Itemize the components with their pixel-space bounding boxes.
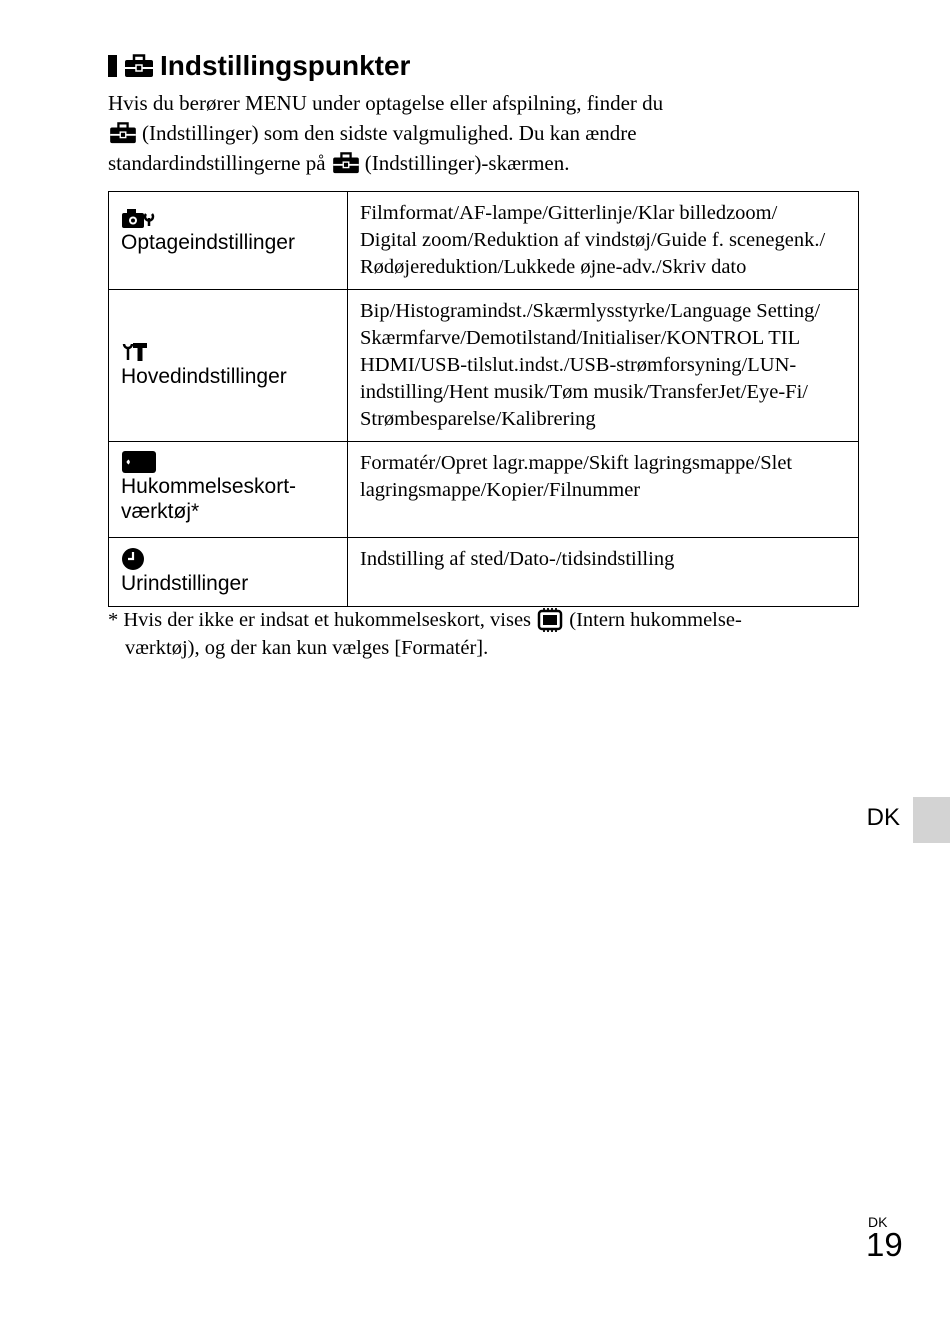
intro-line: Hvis du berører MENU under optagelse eller afspilning, finder du bbox=[108, 91, 664, 115]
category-cell bbox=[109, 538, 348, 607]
toolbox-icon bbox=[124, 54, 154, 78]
settings-table bbox=[108, 191, 859, 607]
page-title: Indstillingspunkter bbox=[160, 50, 411, 81]
item-line: indstilling/Hent musik/Tøm musik/TransferJet/Eye-Fi/ bbox=[360, 381, 808, 403]
category-cell bbox=[109, 192, 348, 290]
toolbox-icon bbox=[331, 152, 361, 174]
item-line: Indstilling af sted/Dato-/tidsindstilling bbox=[360, 548, 675, 570]
category-cell bbox=[109, 290, 348, 442]
language-tab bbox=[913, 797, 950, 843]
item-line: Digital zoom/Reduktion af vindstøj/Guide f. scenegenk./ bbox=[360, 229, 826, 251]
category-cell bbox=[109, 442, 348, 538]
page-language: DK bbox=[868, 1214, 888, 1230]
item-line: lagringsmappe/Kopier/Filnummer bbox=[360, 479, 641, 501]
item-line: HDMI/USB-tilslut.indst./USB-strømforsyning/LUN- bbox=[360, 354, 797, 376]
item-line: Filmformat/AF-lampe/Gitterlinje/Klar billedzoom/ bbox=[360, 202, 778, 224]
table-row bbox=[109, 442, 859, 538]
heading-marker bbox=[108, 55, 117, 77]
items-cell bbox=[348, 192, 859, 290]
clock-icon bbox=[121, 547, 147, 571]
items-cell bbox=[348, 442, 859, 538]
item-line: Strømbesparelse/Kalibrering bbox=[360, 408, 596, 430]
language-tab-label: DK bbox=[866, 804, 900, 831]
item-line: Bip/Histogramindst./Skærmlysstyrke/Language Setting/ bbox=[360, 300, 821, 322]
category-label: Urindstillinger bbox=[121, 572, 249, 595]
category-label: Hukommelseskort- bbox=[121, 475, 297, 498]
intro-text: (Indstillinger)-skærmen. bbox=[364, 151, 570, 175]
memory-card-icon bbox=[121, 450, 157, 474]
toolbox-icon bbox=[108, 122, 138, 144]
items-cell bbox=[348, 290, 859, 442]
intro-paragraph bbox=[108, 88, 808, 178]
items-cell bbox=[348, 538, 859, 607]
footnote bbox=[108, 606, 848, 662]
section-heading bbox=[108, 46, 410, 86]
item-line: Formatér/Opret lagr.mappe/Skift lagringsmappe/Slet bbox=[360, 452, 793, 474]
table-row bbox=[109, 192, 859, 290]
footnote-line bbox=[108, 606, 848, 634]
category-label: værktøj* bbox=[121, 500, 200, 523]
item-line: Rødøjereduktion/Lukkede øjne-adv./Skriv dato bbox=[360, 256, 747, 278]
intro-line bbox=[108, 118, 808, 148]
camera-settings-icon bbox=[121, 206, 155, 230]
table-row bbox=[109, 290, 859, 442]
internal-memory-icon bbox=[536, 607, 564, 633]
page-number: 19 bbox=[866, 1226, 903, 1263]
wrench-tools-icon bbox=[121, 340, 151, 364]
footnote-text: * Hvis der ikke er indsat et hukommelseskort, vises bbox=[108, 609, 532, 631]
item-line: Skærmfarve/Demotilstand/Initialiser/KONTROL TIL bbox=[360, 327, 801, 349]
category-label: Optageindstillinger bbox=[121, 231, 295, 254]
intro-line bbox=[108, 148, 808, 178]
table-row bbox=[109, 538, 859, 607]
footnote-line: værktøj), og der kan kun vælges [Formatér]. bbox=[125, 637, 489, 659]
intro-text: (Indstillinger) som den sidste valgmulighed. Du kan ændre bbox=[142, 121, 637, 145]
intro-text: standardindstillingerne på bbox=[108, 151, 326, 175]
footnote-text: (Intern hukommelse- bbox=[569, 609, 742, 631]
category-label: Hovedindstillinger bbox=[121, 365, 287, 388]
